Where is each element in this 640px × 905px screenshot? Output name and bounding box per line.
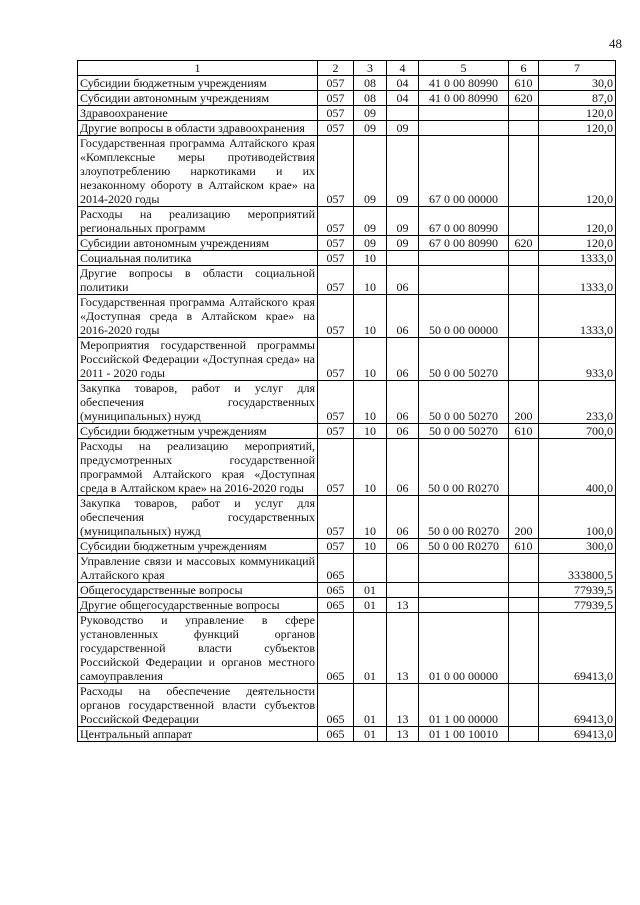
amount-cell: 120,0 <box>539 106 616 121</box>
ministry-code-cell: 057 <box>318 251 354 266</box>
row-name-cell: Другие вопросы в области социальной политики <box>78 266 318 295</box>
column-header: 4 <box>387 61 419 76</box>
expense-type-cell <box>509 121 539 136</box>
expense-type-cell <box>509 598 539 613</box>
expense-type-cell <box>509 266 539 295</box>
subsection-code-cell: 06 <box>387 266 419 295</box>
row-name-cell: Расходы на реализацию мероприятий региональных программ <box>78 207 318 236</box>
expense-type-cell <box>509 613 539 684</box>
row-name-cell: Закупка товаров, работ и услуг для обеспечения государственных (муниципальных) нужд <box>78 381 318 424</box>
ministry-code-cell: 065 <box>318 598 354 613</box>
table-row <box>78 554 616 583</box>
section-code-cell: 10 <box>354 251 387 266</box>
target-article-cell <box>419 121 509 136</box>
table-row <box>78 381 616 424</box>
expense-type-cell <box>509 136 539 207</box>
section-code-cell: 01 <box>354 613 387 684</box>
section-code-cell: 01 <box>354 598 387 613</box>
table-row <box>78 338 616 381</box>
ministry-code-cell: 057 <box>318 496 354 539</box>
target-article-cell: 01 1 00 00000 <box>419 684 509 727</box>
row-name-cell: Другие общегосударственные вопросы <box>78 598 318 613</box>
target-article-cell: 50 0 00 R0270 <box>419 496 509 539</box>
amount-cell: 120,0 <box>539 121 616 136</box>
amount-cell: 700,0 <box>539 424 616 439</box>
amount-cell: 400,0 <box>539 439 616 496</box>
amount-cell: 69413,0 <box>539 684 616 727</box>
column-header: 3 <box>354 61 387 76</box>
subsection-code-cell: 13 <box>387 598 419 613</box>
section-code-cell: 10 <box>354 539 387 554</box>
subsection-code-cell: 09 <box>387 236 419 251</box>
amount-cell: 333800,5 <box>539 554 616 583</box>
subsection-code-cell: 13 <box>387 684 419 727</box>
subsection-code-cell: 13 <box>387 727 419 742</box>
expense-type-cell <box>509 106 539 121</box>
table-row <box>78 136 616 207</box>
expense-type-cell <box>509 207 539 236</box>
ministry-code-cell: 065 <box>318 613 354 684</box>
column-header: 5 <box>419 61 509 76</box>
section-code-cell: 10 <box>354 295 387 338</box>
section-code-cell: 10 <box>354 439 387 496</box>
table-row <box>78 91 616 106</box>
table-header-row <box>78 61 616 76</box>
table-row <box>78 121 616 136</box>
column-header: 7 <box>539 61 616 76</box>
subsection-code-cell: 04 <box>387 91 419 106</box>
expense-type-cell: 620 <box>509 91 539 106</box>
amount-cell: 77939,5 <box>539 598 616 613</box>
table-row <box>78 496 616 539</box>
section-code-cell: 10 <box>354 338 387 381</box>
table-row <box>78 106 616 121</box>
section-code-cell: 10 <box>354 496 387 539</box>
ministry-code-cell: 057 <box>318 539 354 554</box>
table-row <box>78 613 616 684</box>
row-name-cell: Другие вопросы в области здравоохранения <box>78 121 318 136</box>
section-code-cell: 10 <box>354 266 387 295</box>
row-name-cell: Закупка товаров, работ и услуг для обеспечения государственных (муниципальных) нужд <box>78 496 318 539</box>
row-name-cell: Центральный аппарат <box>78 727 318 742</box>
expense-type-cell: 610 <box>509 424 539 439</box>
row-name-cell: Государственная программа Алтайского края «Комплексные меры противодействия злоупотреблению наркотиками и их незаконному обороту в Алтайском крае» на 2014-2020 годы <box>78 136 318 207</box>
table-row <box>78 207 616 236</box>
ministry-code-cell: 065 <box>318 554 354 583</box>
target-article-cell <box>419 598 509 613</box>
row-name-cell: Управление связи и массовых коммуникаций Алтайского края <box>78 554 318 583</box>
section-code-cell: 01 <box>354 727 387 742</box>
amount-cell: 100,0 <box>539 496 616 539</box>
row-name-cell: Здравоохранение <box>78 106 318 121</box>
amount-cell: 77939,5 <box>539 583 616 598</box>
target-article-cell: 50 0 00 50270 <box>419 424 509 439</box>
expense-type-cell: 200 <box>509 496 539 539</box>
table-row <box>78 727 616 742</box>
ministry-code-cell: 065 <box>318 684 354 727</box>
subsection-code-cell: 06 <box>387 539 419 554</box>
target-article-cell <box>419 583 509 598</box>
section-code-cell <box>354 554 387 583</box>
row-name-cell: Субсидии бюджетным учреждениям <box>78 539 318 554</box>
target-article-cell: 67 0 00 80990 <box>419 236 509 251</box>
target-article-cell: 41 0 00 80990 <box>419 91 509 106</box>
subsection-code-cell: 04 <box>387 76 419 91</box>
ministry-code-cell: 065 <box>318 727 354 742</box>
subsection-code-cell: 06 <box>387 439 419 496</box>
ministry-code-cell: 057 <box>318 236 354 251</box>
row-name-cell: Расходы на реализацию мероприятий, предусмотренных государственной программой Алтайского края «Доступная среда в Алтайском крае» на 2016-2020 годы <box>78 439 318 496</box>
ministry-code-cell: 057 <box>318 106 354 121</box>
amount-cell: 933,0 <box>539 338 616 381</box>
amount-cell: 1333,0 <box>539 295 616 338</box>
subsection-code-cell: 06 <box>387 496 419 539</box>
row-name-cell: Социальная политика <box>78 251 318 266</box>
amount-cell: 69413,0 <box>539 613 616 684</box>
ministry-code-cell: 057 <box>318 439 354 496</box>
table-row <box>78 598 616 613</box>
ministry-code-cell: 057 <box>318 338 354 381</box>
subsection-code-cell <box>387 251 419 266</box>
ministry-code-cell: 057 <box>318 381 354 424</box>
table-row <box>78 439 616 496</box>
amount-cell: 120,0 <box>539 236 616 251</box>
column-header: 6 <box>509 61 539 76</box>
budget-table <box>77 60 616 742</box>
ministry-code-cell: 057 <box>318 76 354 91</box>
ministry-code-cell: 057 <box>318 424 354 439</box>
amount-cell: 233,0 <box>539 381 616 424</box>
subsection-code-cell: 09 <box>387 207 419 236</box>
target-article-cell: 41 0 00 80990 <box>419 76 509 91</box>
target-article-cell: 67 0 00 80990 <box>419 207 509 236</box>
subsection-code-cell <box>387 106 419 121</box>
target-article-cell: 50 0 00 50270 <box>419 381 509 424</box>
section-code-cell: 08 <box>354 91 387 106</box>
row-name-cell: Руководство и управление в сфере установленных функций органов государственной власти субъектов Российской Федерации и органов местного самоуправления <box>78 613 318 684</box>
subsection-code-cell: 09 <box>387 136 419 207</box>
subsection-code-cell <box>387 554 419 583</box>
section-code-cell: 09 <box>354 207 387 236</box>
table-row <box>78 539 616 554</box>
section-code-cell: 01 <box>354 583 387 598</box>
expense-type-cell <box>509 684 539 727</box>
amount-cell: 1333,0 <box>539 251 616 266</box>
row-name-cell: Мероприятия государственной программы Российской Федерации «Доступная среда» на 2011 - 2020 годы <box>78 338 318 381</box>
expense-type-cell: 620 <box>509 236 539 251</box>
expense-type-cell <box>509 338 539 381</box>
expense-type-cell: 200 <box>509 381 539 424</box>
table-row <box>78 424 616 439</box>
row-name-cell: Субсидии автономным учреждениям <box>78 236 318 251</box>
column-header: 1 <box>78 61 318 76</box>
table-row <box>78 583 616 598</box>
amount-cell: 120,0 <box>539 207 616 236</box>
section-code-cell: 09 <box>354 236 387 251</box>
ministry-code-cell: 057 <box>318 266 354 295</box>
row-name-cell: Субсидии бюджетным учреждениям <box>78 424 318 439</box>
expense-type-cell <box>509 251 539 266</box>
table-row <box>78 76 616 91</box>
row-name-cell: Общегосударственные вопросы <box>78 583 318 598</box>
expense-type-cell <box>509 727 539 742</box>
column-header: 2 <box>318 61 354 76</box>
subsection-code-cell: 06 <box>387 295 419 338</box>
ministry-code-cell: 057 <box>318 91 354 106</box>
expense-type-cell: 610 <box>509 76 539 91</box>
expense-type-cell: 610 <box>509 539 539 554</box>
ministry-code-cell: 057 <box>318 295 354 338</box>
ministry-code-cell: 057 <box>318 136 354 207</box>
expense-type-cell <box>509 439 539 496</box>
target-article-cell: 67 0 00 00000 <box>419 136 509 207</box>
table-body <box>78 76 616 742</box>
target-article-cell <box>419 106 509 121</box>
section-code-cell: 10 <box>354 424 387 439</box>
amount-cell: 87,0 <box>539 91 616 106</box>
section-code-cell: 09 <box>354 106 387 121</box>
subsection-code-cell: 06 <box>387 424 419 439</box>
ministry-code-cell: 057 <box>318 121 354 136</box>
amount-cell: 1333,0 <box>539 266 616 295</box>
table-row <box>78 251 616 266</box>
subsection-code-cell: 13 <box>387 613 419 684</box>
expense-type-cell <box>509 554 539 583</box>
subsection-code-cell: 06 <box>387 381 419 424</box>
expense-type-cell <box>509 295 539 338</box>
target-article-cell <box>419 266 509 295</box>
target-article-cell: 01 0 00 00000 <box>419 613 509 684</box>
amount-cell: 300,0 <box>539 539 616 554</box>
target-article-cell: 50 0 00 50270 <box>419 338 509 381</box>
subsection-code-cell: 06 <box>387 338 419 381</box>
table-row <box>78 266 616 295</box>
table-row <box>78 295 616 338</box>
row-name-cell: Государственная программа Алтайского края «Доступная среда в Алтайском крае» на 2016-2020 годы <box>78 295 318 338</box>
subsection-code-cell: 09 <box>387 121 419 136</box>
row-name-cell: Субсидии бюджетным учреждениям <box>78 76 318 91</box>
section-code-cell: 09 <box>354 136 387 207</box>
target-article-cell: 50 0 00 00000 <box>419 295 509 338</box>
table-row <box>78 684 616 727</box>
ministry-code-cell: 065 <box>318 583 354 598</box>
target-article-cell <box>419 251 509 266</box>
expense-type-cell <box>509 583 539 598</box>
ministry-code-cell: 057 <box>318 207 354 236</box>
target-article-cell <box>419 554 509 583</box>
target-article-cell: 01 1 00 10010 <box>419 727 509 742</box>
amount-cell: 30,0 <box>539 76 616 91</box>
amount-cell: 69413,0 <box>539 727 616 742</box>
section-code-cell: 01 <box>354 684 387 727</box>
amount-cell: 120,0 <box>539 136 616 207</box>
section-code-cell: 09 <box>354 121 387 136</box>
row-name-cell: Субсидии автономным учреждениям <box>78 91 318 106</box>
page-number: 48 <box>609 36 622 51</box>
target-article-cell: 50 0 00 R0270 <box>419 539 509 554</box>
subsection-code-cell <box>387 583 419 598</box>
table-row <box>78 236 616 251</box>
target-article-cell: 50 0 00 R0270 <box>419 439 509 496</box>
row-name-cell: Расходы на обеспечение деятельности органов государственной власти субъектов Российской Федерации <box>78 684 318 727</box>
section-code-cell: 08 <box>354 76 387 91</box>
section-code-cell: 10 <box>354 381 387 424</box>
